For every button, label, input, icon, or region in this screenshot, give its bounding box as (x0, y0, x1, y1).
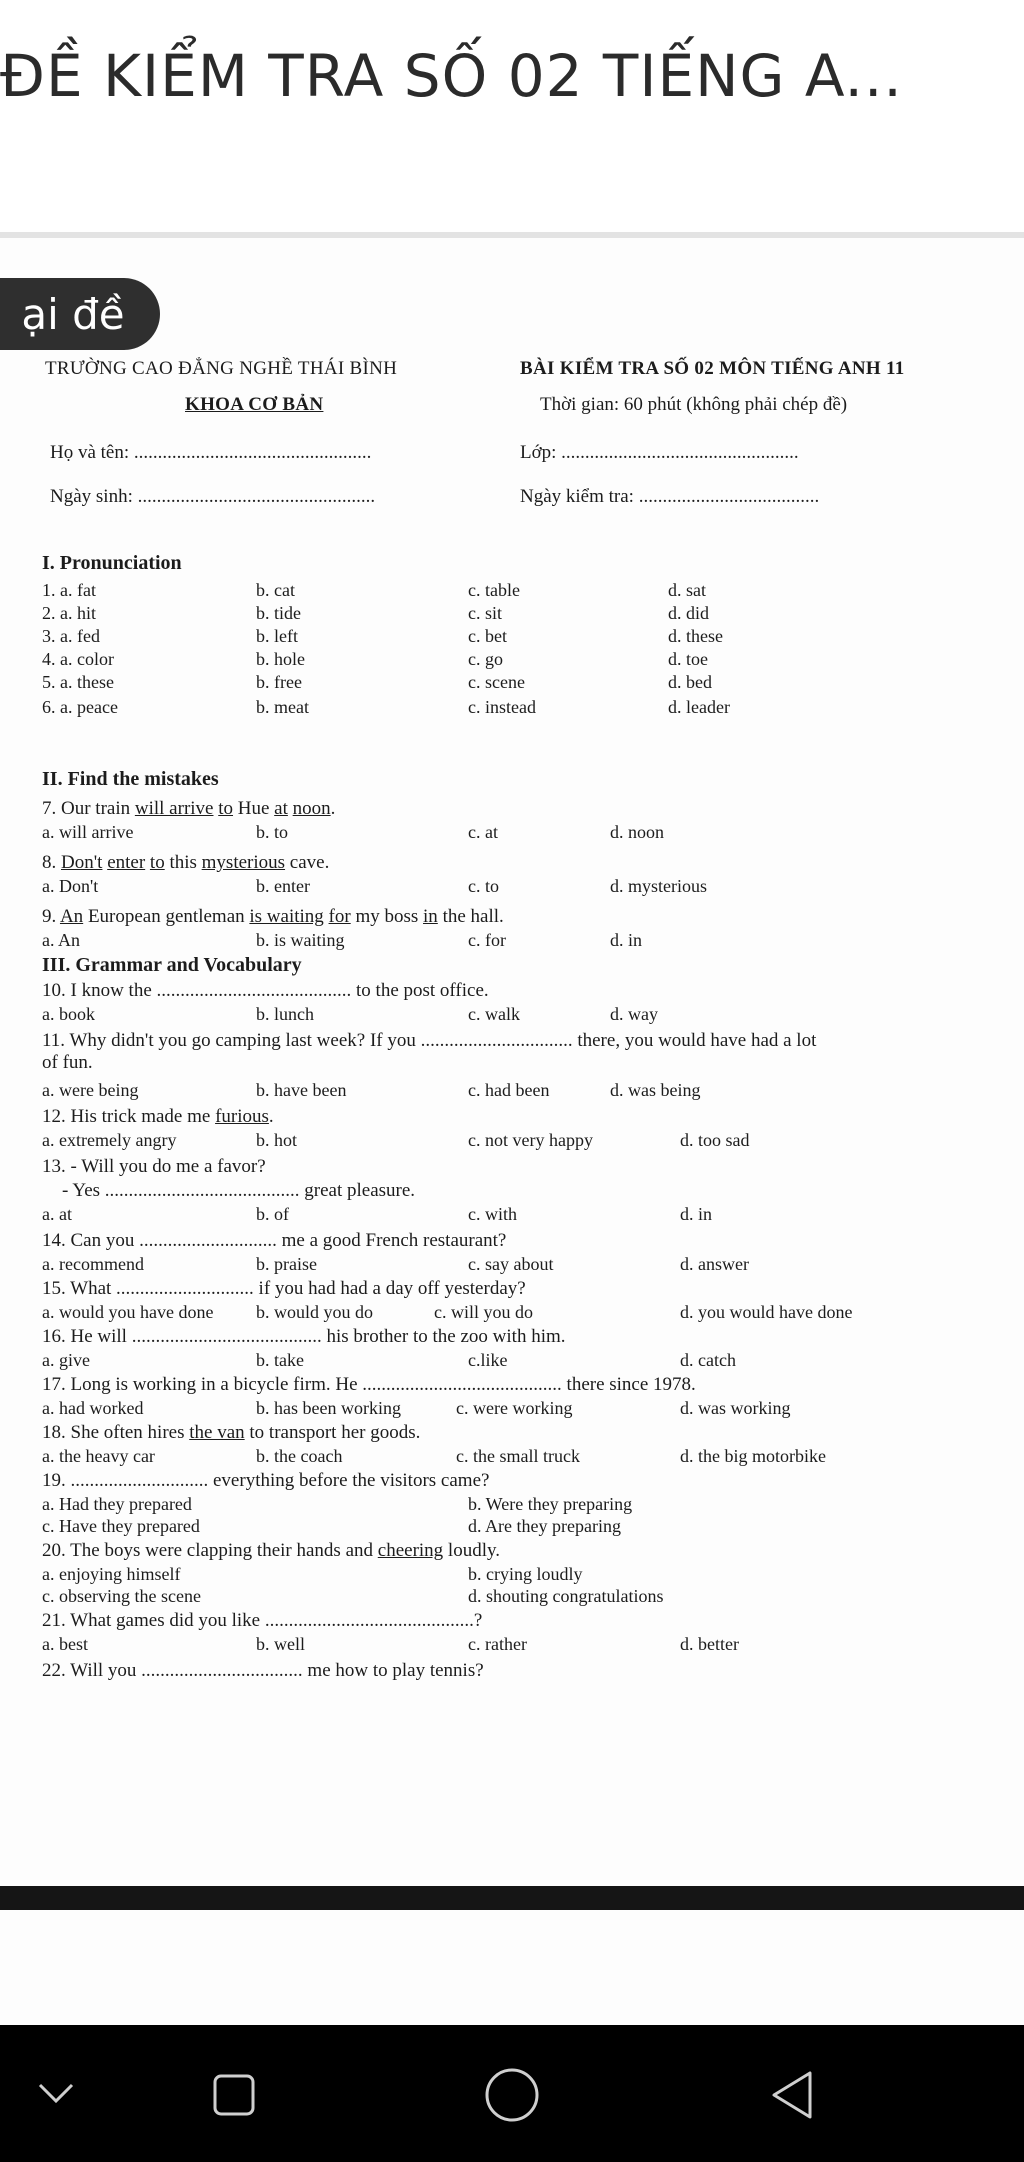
option: a. An (42, 930, 80, 950)
q-underlined: in (423, 906, 438, 927)
list-item: b. cat (256, 580, 295, 600)
q-underlined: will arrive (134, 798, 214, 819)
dob-field: Ngày sinh: .................................................. (50, 486, 376, 507)
option: d. you would have done (680, 1302, 853, 1322)
list-item: b. free (256, 672, 302, 692)
option: b. lunch (256, 1004, 314, 1024)
list-item: c. scene (468, 672, 525, 692)
option: b. well (256, 1634, 305, 1654)
q-underlined: An (59, 906, 84, 927)
option: d. the big motorbike (680, 1446, 826, 1466)
q-underlined: furious (215, 1106, 269, 1127)
option: b. of (256, 1204, 289, 1224)
option: b. to (256, 822, 289, 842)
divider (0, 232, 1024, 238)
q-text: . (268, 1106, 274, 1127)
q-text: 20. The boys were clapping their hands and (42, 1540, 378, 1561)
option: c. Have they prepared (42, 1516, 200, 1536)
q-text: 12. His trick made me (42, 1106, 216, 1127)
q-underlined: for (328, 906, 351, 927)
list-item: 2. a. hit (42, 603, 96, 623)
list-item: d. did (668, 603, 710, 623)
option: d. was being (610, 1080, 701, 1100)
option: a. were being (42, 1080, 139, 1100)
question-13: 13. - Will you do me a favor? (42, 1156, 266, 1177)
q-text: loudly. (443, 1540, 500, 1561)
q-underlined: noon (292, 798, 331, 819)
q-text: to transport her goods. (244, 1422, 421, 1443)
list-item: b. tide (256, 603, 301, 623)
section-heading: I. Pronunciation (42, 552, 182, 574)
test-title: BÀI KIỂM TRA SỐ 02 MÔN TIẾNG ANH 11 (520, 358, 905, 379)
class-field: Lớp: .................................................. (520, 442, 799, 463)
page-title: ĐỀ KIỂM TRA SỐ 02 TIẾNG A... (0, 42, 903, 110)
q-underlined: is waiting (249, 906, 324, 927)
q-text: 18. She often hires (42, 1422, 190, 1443)
q-underlined: mysterious (201, 852, 286, 873)
question-19: 19. ............................. everything before the visitors came? (42, 1470, 490, 1491)
option: a. had worked (42, 1398, 144, 1418)
option: c. at (468, 822, 498, 842)
option: a. the heavy car (42, 1446, 155, 1466)
option: b. the coach (256, 1446, 343, 1466)
list-item: d. bed (668, 672, 712, 692)
q-text: cave. (285, 852, 330, 873)
option: a. book (42, 1004, 95, 1024)
triangle-back-icon[interactable] (770, 2069, 814, 2121)
question-20 (42, 1540, 500, 1562)
option: b. praise (256, 1254, 317, 1274)
list-item: b. hole (256, 649, 305, 669)
q-underlined: the van (189, 1422, 245, 1443)
q-text: 9. (42, 906, 60, 927)
list-item: d. toe (668, 649, 708, 669)
tab-exam-button[interactable] (0, 278, 160, 350)
question-12 (42, 1106, 274, 1128)
option: d. in (610, 930, 643, 950)
q-underlined: to (149, 852, 165, 873)
q-text: . (330, 798, 336, 819)
option: d. was working (680, 1398, 791, 1418)
option: b. hot (256, 1130, 298, 1150)
q-underlined: enter (107, 852, 146, 873)
question-11: 11. Why didn't you go camping last week? If you ................................ there, you would have had a lot (42, 1030, 817, 1051)
option: b. enter (256, 876, 310, 896)
list-item: 1. a. fat (42, 580, 96, 600)
option: c. with (468, 1204, 517, 1224)
q-text: 7. Our train (42, 798, 135, 819)
question-8 (42, 852, 329, 874)
option: b. would you do (256, 1302, 373, 1322)
bottom-divider-bar (0, 1886, 1024, 1910)
q-underlined: cheering (377, 1540, 444, 1561)
option: a. Don't (42, 876, 99, 896)
tab-label: ại đề (21, 289, 125, 339)
option: a. would you have done (42, 1302, 214, 1322)
app-header (0, 0, 1024, 232)
option: d. shouting congratulations (468, 1586, 664, 1606)
list-item: c. instead (468, 697, 536, 717)
list-item: d. these (668, 626, 723, 646)
question-16: 16. He will ........................................ his brother to the zoo with him. (42, 1326, 566, 1347)
option: d. better (680, 1634, 739, 1654)
question-14: 14. Can you ............................. me a good French restaurant? (42, 1230, 507, 1251)
question-11-cont: of fun. (42, 1052, 93, 1073)
list-item: 3. a. fed (42, 626, 100, 646)
option: d. too sad (680, 1130, 750, 1150)
list-item: c. go (468, 649, 503, 669)
q-text: Hue (233, 798, 275, 819)
option: b. Were they preparing (468, 1494, 633, 1514)
option: a. enjoying himself (42, 1564, 181, 1584)
section-heading: II. Find the mistakes (42, 768, 219, 790)
list-item: b. meat (256, 697, 309, 717)
question-22: 22. Will you .................................. me how to play tennis? (42, 1660, 484, 1681)
list-item: d. leader (668, 697, 730, 717)
option: b. take (256, 1350, 304, 1370)
question-9 (42, 906, 504, 928)
q-text: this (164, 852, 202, 873)
chevron-down-icon[interactable] (36, 2081, 76, 2105)
option: a. give (42, 1350, 90, 1370)
list-item: b. left (256, 626, 298, 646)
option: c. were working (456, 1398, 573, 1418)
option: d. answer (680, 1254, 749, 1274)
document-page (0, 350, 1024, 1880)
option: a. recommend (42, 1254, 144, 1274)
time-note: Thời gian: 60 phút (không phải chép đề) (540, 394, 848, 415)
option: c. will you do (434, 1302, 533, 1322)
question-10: 10. I know the ......................................... to the post office. (42, 980, 489, 1001)
question-21: 21. What games did you like ............................................? (42, 1610, 483, 1631)
name-field: Họ và tên: .................................................. (50, 442, 372, 463)
q-text: the hall. (437, 906, 504, 927)
list-item: c. table (468, 580, 520, 600)
option: a. at (42, 1204, 72, 1224)
date-field: Ngày kiểm tra: ...................................... (520, 486, 820, 507)
circle-icon[interactable] (484, 2067, 540, 2123)
option: d. noon (610, 822, 664, 842)
navigation-bar (0, 2025, 1024, 2162)
q-text: 8. (42, 852, 61, 873)
list-item: 5. a. these (42, 672, 114, 692)
option: c. rather (468, 1634, 527, 1654)
option: b. have been (256, 1080, 347, 1100)
q-underlined: at (274, 798, 288, 819)
option: c.like (468, 1350, 508, 1370)
option: a. Had they prepared (42, 1494, 192, 1514)
list-item: c. bet (468, 626, 507, 646)
option: c. say about (468, 1254, 554, 1274)
option: d. in (680, 1204, 713, 1224)
question-17: 17. Long is working in a bicycle firm. He .......................................... there since 1978. (42, 1374, 696, 1395)
option: b. has been working (256, 1398, 401, 1418)
q-underlined: to (218, 798, 234, 819)
list-item: c. sit (468, 603, 502, 623)
list-item: 6. a. peace (42, 697, 118, 717)
option: c. not very happy (468, 1130, 593, 1150)
option: c. to (468, 876, 499, 896)
list-item: 4. a. color (42, 649, 114, 669)
option: d. mysterious (610, 876, 707, 896)
square-icon[interactable] (212, 2073, 256, 2117)
list-item: d. sat (668, 580, 706, 600)
section-heading: III. Grammar and Vocabulary (42, 954, 302, 976)
option: a. will arrive (42, 822, 134, 842)
option: c. the small truck (456, 1446, 580, 1466)
option: c. had been (468, 1080, 550, 1100)
option: a. best (42, 1634, 88, 1654)
option: c. for (468, 930, 506, 950)
option: b. is waiting (256, 930, 345, 950)
question-13-cont: - Yes ......................................... great pleasure. (62, 1180, 416, 1201)
option: d. catch (680, 1350, 736, 1370)
question-7 (42, 798, 335, 820)
school-name: TRƯỜNG CAO ĐẲNG NGHỀ THÁI BÌNH (45, 358, 398, 379)
department-name: KHOA CƠ BẢN (185, 394, 324, 415)
option: b. crying loudly (468, 1564, 583, 1584)
option: d. Are they preparing (468, 1516, 621, 1536)
q-text: European gentleman (83, 906, 250, 927)
option: a. extremely angry (42, 1130, 177, 1150)
q-underlined: Don't (61, 852, 103, 873)
option: c. walk (468, 1004, 520, 1024)
question-18 (42, 1422, 420, 1444)
question-15: 15. What ............................. if you had had a day off yesterday? (42, 1278, 526, 1299)
q-text: my boss (350, 906, 424, 927)
option: c. observing the scene (42, 1586, 201, 1606)
option: d. way (610, 1004, 658, 1024)
